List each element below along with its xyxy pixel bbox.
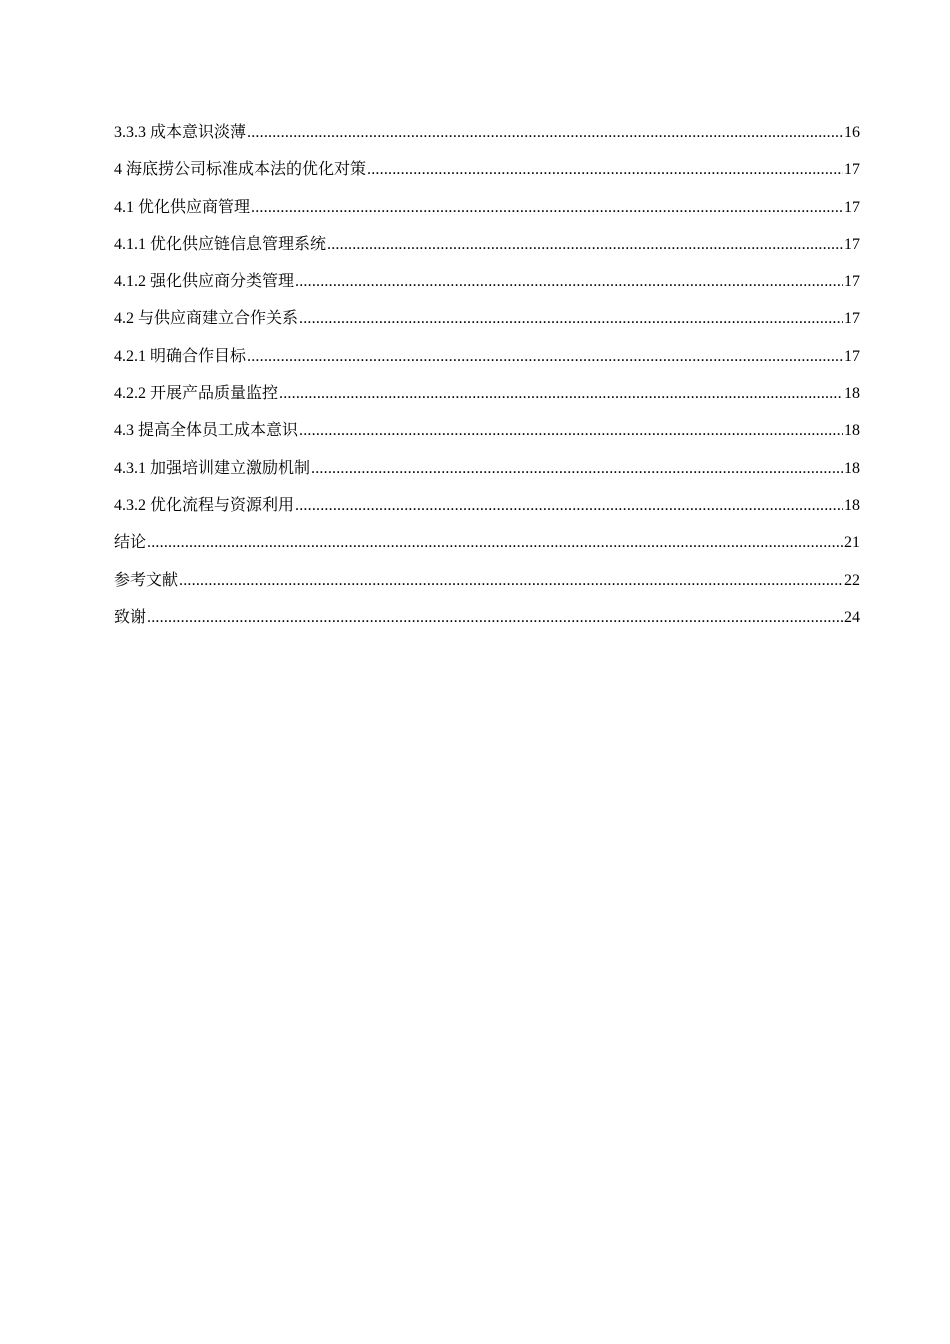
toc-dot-leader — [279, 381, 843, 407]
toc-entry-page: 18 — [844, 496, 860, 514]
toc-entry[interactable] — [114, 418, 860, 455]
toc-entry[interactable] — [114, 381, 860, 418]
toc-entry-page: 17 — [844, 198, 860, 216]
toc-dot-leader — [251, 195, 843, 221]
toc-entry-page: 17 — [844, 310, 860, 328]
toc-entry-title: 4.1.1 优化供应链信息管理系统 — [114, 235, 327, 253]
toc-entry-page: 18 — [844, 385, 860, 403]
toc-entry[interactable] — [114, 568, 860, 605]
toc-entry-page: 18 — [844, 459, 860, 477]
toc-dot-leader — [147, 605, 843, 631]
toc-entry-title: 致谢 — [114, 608, 147, 626]
toc-entry-page: 18 — [844, 422, 860, 440]
toc-dot-leader — [295, 269, 843, 295]
toc-entry[interactable] — [114, 120, 860, 157]
toc-entry-title: 结论 — [114, 534, 147, 552]
toc-entry[interactable] — [114, 530, 860, 567]
toc-entry-page: 24 — [844, 608, 860, 626]
toc-entry-title: 参考文献 — [114, 571, 179, 589]
toc-entry-page: 21 — [844, 534, 860, 552]
toc-dot-leader — [299, 418, 843, 444]
toc-entry-title: 4.2 与供应商建立合作关系 — [114, 310, 299, 328]
toc-dot-leader — [247, 120, 843, 146]
toc-entry[interactable] — [114, 456, 860, 493]
toc-entry-page: 17 — [844, 273, 860, 291]
toc-entry[interactable] — [114, 306, 860, 343]
toc-dot-leader — [247, 344, 843, 370]
toc-entry-title: 4.1 优化供应商管理 — [114, 198, 251, 216]
toc-entry[interactable] — [114, 344, 860, 381]
toc-entry-title: 4.2.2 开展产品质量监控 — [114, 385, 279, 403]
toc-entry-page: 16 — [844, 124, 860, 141]
toc-entry[interactable] — [114, 195, 860, 232]
toc-entry-page: 17 — [844, 235, 860, 253]
toc-dot-leader — [367, 157, 843, 183]
toc-dot-leader — [311, 456, 843, 482]
toc-entry-title: 4.3 提高全体员工成本意识 — [114, 422, 299, 440]
toc-entry-title: 4 海底捞公司标准成本法的优化对策 — [114, 161, 367, 179]
toc-entry[interactable] — [114, 232, 860, 269]
toc-entry[interactable] — [114, 157, 860, 194]
toc-dot-leader — [299, 306, 843, 332]
toc-entry-title: 4.3.1 加强培训建立激励机制 — [114, 459, 311, 477]
toc-entry[interactable] — [114, 493, 860, 530]
toc-dot-leader — [179, 568, 843, 594]
toc-entry[interactable] — [114, 605, 860, 642]
toc-entry-title: 4.1.2 强化供应商分类管理 — [114, 273, 295, 291]
toc-dot-leader — [147, 530, 843, 556]
toc-entry-page: 17 — [844, 347, 860, 365]
toc-dot-leader — [295, 493, 843, 519]
toc-entry-title: 3.3.3 成本意识淡薄 — [114, 124, 247, 141]
toc-dot-leader — [327, 232, 843, 258]
toc-entry-page: 22 — [844, 571, 860, 589]
toc-entry-page: 17 — [844, 161, 860, 179]
toc-entry-title: 4.3.2 优化流程与资源利用 — [114, 496, 295, 514]
table-of-contents — [114, 120, 860, 642]
toc-entry[interactable] — [114, 269, 860, 306]
toc-entry-title: 4.2.1 明确合作目标 — [114, 347, 247, 365]
